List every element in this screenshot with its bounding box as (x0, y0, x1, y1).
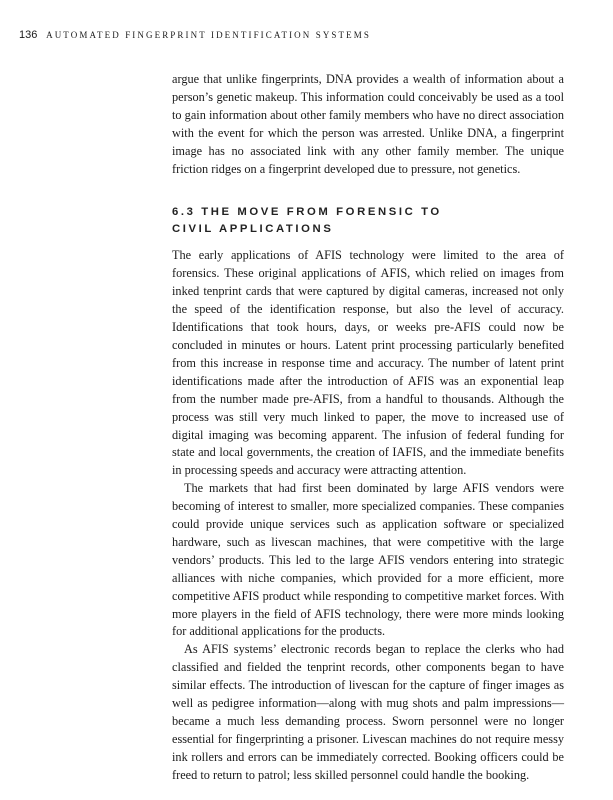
body-paragraph-2: The markets that had first been dominated by large AFIS vendors were becoming of interest to smaller, more specialized companies. These companies could provide unique services such as application software or specialized hardware, such as livescan machines, that were competitive with the large vendors’ products. This led to the large AFIS vendors entering into strategic alliances with niche companies, which provided for a more efficient, more competitive AFIS product while responding to competitive market forces. With more players in the field of AFIS technology, there were more minds looking for additional applications for the products. (172, 481, 564, 639)
running-head (19, 28, 579, 42)
body-paragraph-1: The early applications of AFIS technology were limited to the area of forensics. These original applications of AFIS, which relied on images from inked tenprint cards that were captured by digital cameras, increased not only the speed of the identification response, but also the level of accuracy. Identifications that took hours, days, or weeks pre-AFIS could now be concluded in minutes or hours. Latent print processing particularly benefited from this increase in response time and accuracy. The number of latent print identifications made after the introduction of AFIS was an exponential leap from the number made pre-AFIS, from a handful to thousands. Although the process was still very much linked to paper, the move to increased use of digital imaging was becoming apparent. The infusion of federal funding for state and local governments, the creation of IAFIS, and the immediate benefits in processing speeds and accuracy were attracting attention. (172, 248, 564, 478)
book-title: AUTOMATED FINGERPRINT IDENTIFICATION SYSTEMS (46, 30, 371, 40)
page-number: 136 (19, 29, 38, 41)
section-heading-line2: CIVIL APPLICATIONS (172, 223, 334, 236)
main-text (172, 71, 564, 785)
section-heading-line1: 6.3 THE MOVE FROM FORENSIC TO (172, 206, 442, 219)
intro-paragraph: argue that unlike fingerprints, DNA provides a wealth of information about a person’s genetic makeup. This information could conceivably be used as a tool to gain information about other family members who have no direct association with the event for which the person was arrested. Unlike DNA, a fingerprint image has no associated link with any other family member. The unique friction ridges on a fingerprint developed due to pressure, not genetics. (172, 72, 564, 176)
section-heading (172, 204, 564, 238)
body-paragraph-3: As AFIS systems’ electronic records began to replace the clerks who had classified and fielded the tenprint records, other components began to have similar effects. The introduction of livescan for the capture of finger images as well as pedigree information—along with mug shots and palm impressions—became a much less demanding process. Sworn personnel were no longer essential for fingerprinting a prisoner. Livescan machines do not require messy ink rollers and errors can be immediately corrected. Booking officers could be freed to return to patrol; less skilled personnel could handle the booking. (172, 642, 564, 782)
